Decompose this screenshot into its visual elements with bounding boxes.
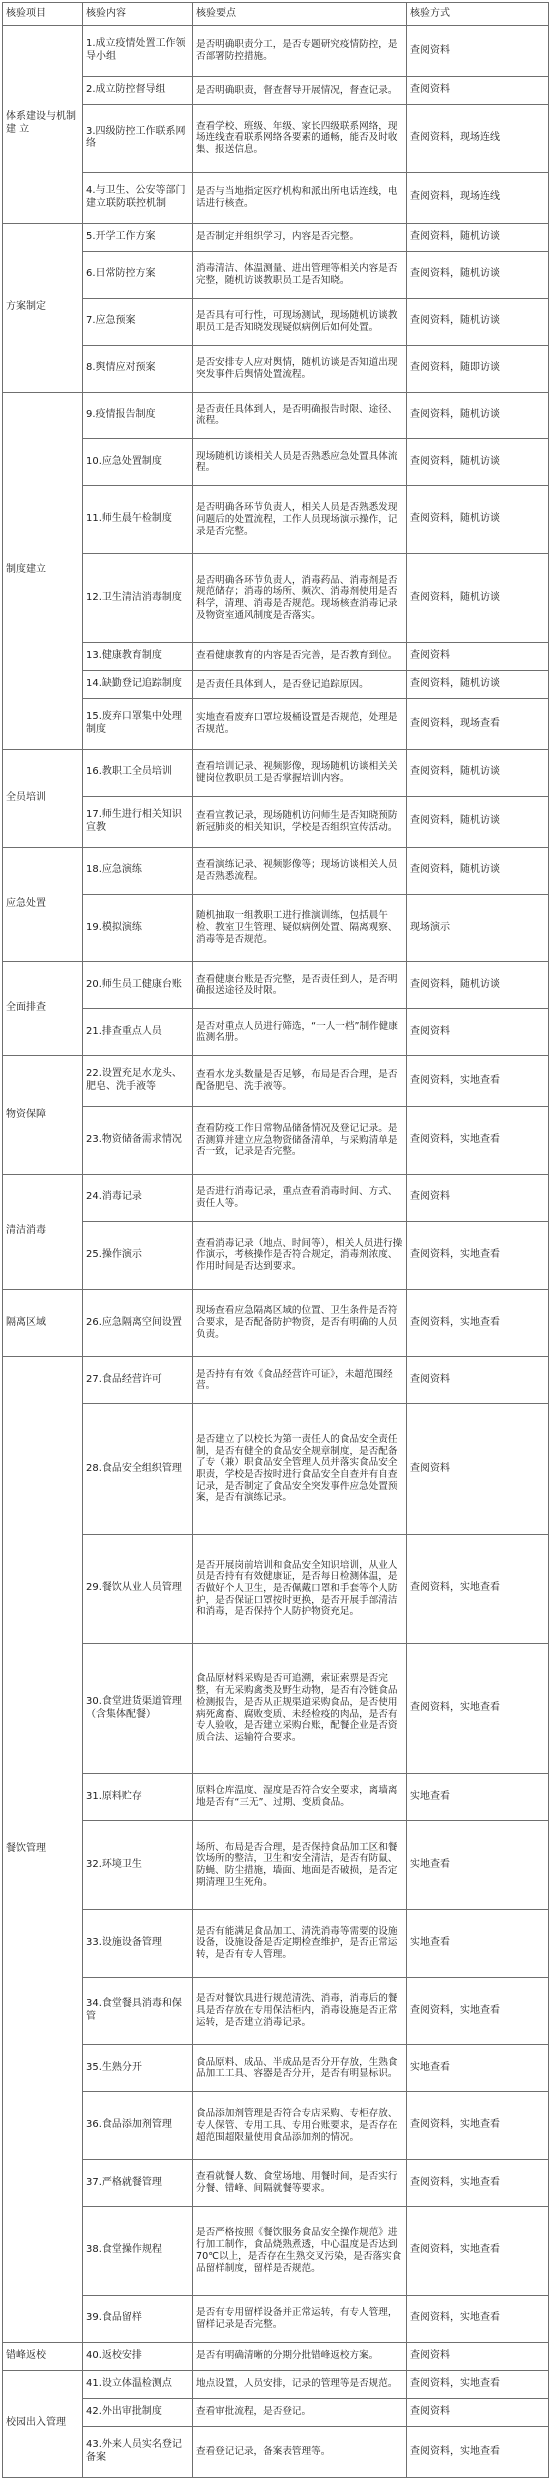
- cell-project: 全员培训: [3, 749, 83, 847]
- table-row: [3, 298, 549, 345]
- table-row: [3, 749, 549, 796]
- cell-points: 查看防疫工作日常物品储备情况及登记记录。是否测算并建立应急物资储备清单，与采购清单是否一致，记录是否完整。: [193, 1107, 407, 1175]
- table-row: [3, 1534, 549, 1643]
- table-row: [3, 26, 549, 77]
- cell-project: 物资保障: [3, 1056, 83, 1175]
- cell-points: 查看登记记录，备案表管理等。: [193, 2426, 407, 2477]
- cell-project: 制度建立: [3, 392, 83, 749]
- cell-method: 查阅资料，随机访谈: [407, 796, 549, 847]
- cell-content: 10.应急处置制度: [83, 439, 193, 486]
- cell-points: 查看培训记录、视频影像，现场随机访谈相关关键岗位教职员工是否掌握培训内容。: [193, 749, 407, 796]
- cell-method: 查阅资料，随机访谈: [407, 251, 549, 298]
- header-method: 核验方式: [407, 3, 549, 26]
- cell-content: 41.设立体温检测点: [83, 2370, 193, 2398]
- cell-project: 校园出入管理: [3, 2370, 83, 2477]
- table-row: [3, 2160, 549, 2207]
- cell-content: 25.操作演示: [83, 1221, 193, 1289]
- cell-method: 查阅资料，实地查看: [407, 1221, 549, 1289]
- cell-content: 8.舆情应对预案: [83, 345, 193, 392]
- cell-content: 1.成立疫情处置工作领导小组: [83, 26, 193, 77]
- table-row: [3, 1056, 549, 1107]
- cell-method: 查阅资料: [407, 1174, 549, 1221]
- cell-content: 18.应急演练: [83, 847, 193, 894]
- table-row: [3, 486, 549, 554]
- cell-points: 现场查看应急隔离区域的位置、卫生条件是否符合要求，是否配备防护物资，是否有明确的人员负责。: [193, 1289, 407, 1357]
- cell-content: 33.设施设备管理: [83, 1909, 193, 1977]
- cell-points: 食品添加剂管理是否符合专店采购、专柜存放、专人保管、专用工具、专用台账要求，是否存在超范围超限量使用食品添加剂的情况。: [193, 2092, 407, 2160]
- cell-method: 查阅资料，随机访谈: [407, 439, 549, 486]
- cell-points: 是否对餐饮具进行规范清洗、消毒，消毒后的餐具是否存放在专用保洁柜内，消毒设施是否正常运转，是否建立消毒记录。: [193, 1977, 407, 2045]
- cell-points: 查看宣教记录，现场随机访问师生是否知晓预防新冠肺炎的相关知识，学校是否组织宣传活动。: [193, 796, 407, 847]
- cell-content: 23.物资储备需求情况: [83, 1107, 193, 1175]
- table-row: [3, 670, 549, 698]
- cell-content: 30.食堂进货渠道管理（含集体配餐）: [83, 1643, 193, 1773]
- cell-content: 20.师生员工健康台账: [83, 962, 193, 1009]
- cell-content: 19.模拟演练: [83, 894, 193, 962]
- table-row: [3, 1977, 549, 2045]
- cell-content: 42.外出审批制度: [83, 2398, 193, 2426]
- cell-content: 3.四级防控工作联系网络: [83, 104, 193, 172]
- table-row: [3, 172, 549, 223]
- cell-method: 查阅资料，现场连线: [407, 172, 549, 223]
- cell-points: 是否制定并组织学习，内容是否完整。: [193, 223, 407, 251]
- cell-points: 查看健康教育的内容是否完善，是否教育到位。: [193, 642, 407, 670]
- cell-points: 原料仓库温度、湿度是否符合安全要求，离墙离地是否有“三无”、过期、变质食品。: [193, 1774, 407, 1821]
- cell-method: 查阅资料，实地查看: [407, 2370, 549, 2398]
- cell-project: 方案制定: [3, 223, 83, 392]
- cell-content: 32.环境卫生: [83, 1821, 193, 1910]
- table-row: [3, 2370, 549, 2398]
- cell-points: 是否建立了以校长为第一责任人的食品安全责任制，是否有健全的食品安全规章制度，是否配备了专（兼）职食品安全管理人员并落实食品安全职责，学校是否按时进行食品安全自查并有自查记录，是否制定了食品安全突发事件应急处置预案，是否有演练记录。: [193, 1404, 407, 1534]
- cell-points: 查看就餐人数、食堂场地、用餐时间，是否实行分餐、错峰、间隔就餐等要求。: [193, 2160, 407, 2207]
- cell-method: 查阅资料，随机访谈: [407, 670, 549, 698]
- cell-method: 查阅资料，实地查看: [407, 2426, 549, 2477]
- table-row: [3, 554, 549, 643]
- cell-points: 是否责任具体到人，是否明确报告时限、途径、流程。: [193, 392, 407, 439]
- cell-method: 查阅资料，随机访谈: [407, 223, 549, 251]
- table-row: [3, 2398, 549, 2426]
- cell-content: 22.设置充足水龙头、肥皂、洗手液等: [83, 1056, 193, 1107]
- header-points: 核验要点: [193, 3, 407, 26]
- cell-points: 是否进行消毒记录，重点查看消毒时间、方式、责任人等。: [193, 1174, 407, 1221]
- cell-content: 15.废弃口罩集中处理制度: [83, 698, 193, 749]
- cell-content: 11.师生晨午检制度: [83, 486, 193, 554]
- table-row: [3, 642, 549, 670]
- cell-content: 14.缺勤登记追踪制度: [83, 670, 193, 698]
- cell-project: 错峰返校: [3, 2342, 83, 2370]
- cell-content: 16.教职工全员培训: [83, 749, 193, 796]
- cell-points: 是否有专用留样设备并正常运转，有专人管理，留样记录是否完整。: [193, 2295, 407, 2342]
- cell-project: 全面排查: [3, 962, 83, 1056]
- cell-project: 体系建设与机制建 立: [3, 26, 83, 224]
- table-row: [3, 962, 549, 1009]
- cell-method: 查阅资料，随机访谈: [407, 749, 549, 796]
- table-row: [3, 2426, 549, 2477]
- cell-points: 是否明确职责，督查督导开展情况，督查记录。: [193, 76, 407, 104]
- table-row: [3, 2045, 549, 2092]
- cell-project: 应急处置: [3, 847, 83, 962]
- cell-method: 查阅资料，随即访谈: [407, 345, 549, 392]
- table-row: [3, 392, 549, 439]
- cell-content: 6.日常防控方案: [83, 251, 193, 298]
- cell-points: 查看消毒记录（地点、时间等），相关人员进行操作演示，考核操作是否符合规定，消毒剂浓度、作用时间是否达到要求。: [193, 1221, 407, 1289]
- table-row: [3, 2342, 549, 2370]
- cell-method: 实地查看: [407, 1774, 549, 1821]
- cell-points: 是否责任具体到人，是否登记追踪原因。: [193, 670, 407, 698]
- table-row: [3, 1909, 549, 1977]
- cell-content: 7.应急预案: [83, 298, 193, 345]
- cell-content: 5.开学工作方案: [83, 223, 193, 251]
- cell-points: 是否有能满足食品加工、清洗消毒等需要的设施设备，设施设备是否定期检查维护，是否正常运转，是否有专人管理。: [193, 1909, 407, 1977]
- cell-method: 查阅资料: [407, 26, 549, 77]
- cell-points: 是否明确各环节负责人，消毒药品、消毒剂是否规范储存；消毒的场所、频次、消毒剂使用是否科学，清理、消毒是否规范。现场核查消毒记录及物资室通风制度是否落实。: [193, 554, 407, 643]
- table-row: [3, 1774, 549, 1821]
- cell-content: 43.外来人员实名登记备案: [83, 2426, 193, 2477]
- cell-method: 查阅资料，实地查看: [407, 2160, 549, 2207]
- cell-method: 查阅资料，现场查看: [407, 698, 549, 749]
- cell-content: 27.食品经营许可: [83, 1357, 193, 1404]
- cell-method: 查阅资料，实地查看: [407, 2207, 549, 2296]
- cell-content: 24.消毒记录: [83, 1174, 193, 1221]
- cell-method: 实地查看: [407, 1909, 549, 1977]
- cell-points: 是否具有可行性，可现场测试，现场随机访谈教职员工是否知晓发现疑似病例后如何处置。: [193, 298, 407, 345]
- header-content: 核验内容: [83, 3, 193, 26]
- cell-content: 4.与卫生、公安等部门建立联防联控机制: [83, 172, 193, 223]
- cell-method: 现场演示: [407, 894, 549, 962]
- cell-points: 现场随机访谈相关人员是否熟悉应急处置具体流程。: [193, 439, 407, 486]
- table-header-row: [3, 3, 549, 26]
- cell-content: 26.应急隔离空间设置: [83, 1289, 193, 1357]
- cell-method: 查阅资料，实地查看: [407, 1107, 549, 1175]
- cell-content: 36.食品添加剂管理: [83, 2092, 193, 2160]
- cell-content: 35.生熟分开: [83, 2045, 193, 2092]
- cell-points: 是否持有有效《食品经营许可证》，未超范围经营。: [193, 1357, 407, 1404]
- cell-points: 是否与当地指定医疗机构和派出所电话连线，电话进行核查。: [193, 172, 407, 223]
- cell-points: 场所、布局是否合理，是否保持食品加工区和餐饮场所的整洁，卫生和安全清洁，是否有防鼠、防蝇、防尘措施，墙面、地面是否破损，是否定期清理卫生死角。: [193, 1821, 407, 1910]
- cell-method: 实地查看: [407, 2045, 549, 2092]
- cell-method: 查阅资料，实地查看: [407, 2092, 549, 2160]
- cell-points: 是否安排专人应对舆情，随机访谈是否知道出现突发事件后舆情处置流程。: [193, 345, 407, 392]
- cell-method: 查阅资料，实地查看: [407, 1643, 549, 1773]
- table-row: [3, 894, 549, 962]
- cell-content: 39.食品留样: [83, 2295, 193, 2342]
- cell-method: 查阅资料，现场连线: [407, 104, 549, 172]
- cell-method: 查阅资料，随机访谈: [407, 392, 549, 439]
- table-row: [3, 796, 549, 847]
- cell-points: 是否明确各环节负责人，相关人员是否熟悉发现问题后的处置流程，工作人员现场演示操作，记录是否完整。: [193, 486, 407, 554]
- cell-points: 消毒清洁、体温测量、进出管理等相关内容是否完整，随机访谈教职员工是否知晓。: [193, 251, 407, 298]
- cell-points: 查看水龙头数量是否足够，布局是否合理，是否配备肥皂、洗手液等。: [193, 1056, 407, 1107]
- cell-method: 查阅资料，实地查看: [407, 1977, 549, 2045]
- cell-content: 29.餐饮从业人员管理: [83, 1534, 193, 1643]
- table-row: [3, 1107, 549, 1175]
- cell-content: 38.食堂操作规程: [83, 2207, 193, 2296]
- cell-points: 查看演练记录、视频影像等；现场访谈相关人员是否熟悉流程。: [193, 847, 407, 894]
- table-row: [3, 439, 549, 486]
- table-row: [3, 2295, 549, 2342]
- table-row: [3, 76, 549, 104]
- cell-method: 查阅资料: [407, 76, 549, 104]
- table-row: [3, 1289, 549, 1357]
- cell-points: 是否严格按照《餐饮服务食品安全操作规范》进行加工制作，食品烧熟煮透，中心温度是否达到70℃以上，是否存在生熟交叉污染，是否落实食品留样制度，留样是否规范。: [193, 2207, 407, 2296]
- table-row: [3, 345, 549, 392]
- cell-content: 9.疫情报告制度: [83, 392, 193, 439]
- cell-points: 是否明确职责分工，是否专题研究疫情防控，是否部署防控措施。: [193, 26, 407, 77]
- cell-content: 13.健康教育制度: [83, 642, 193, 670]
- table-row: [3, 2207, 549, 2296]
- cell-method: 查阅资料，随机访谈: [407, 554, 549, 643]
- cell-method: 查阅资料: [407, 2342, 549, 2370]
- table-row: [3, 1009, 549, 1056]
- cell-points: 实地查看废弃口罩垃圾桶设置是否规范，处理是否规范。: [193, 698, 407, 749]
- cell-method: 查阅资料: [407, 1009, 549, 1056]
- cell-points: 是否开展岗前培训和食品安全知识培训，从业人员是否持有有效健康证，是否每日检测体温，是否做好个人卫生，是否佩戴口罩和手套等个人防护，是否保证口罩按时更换，是否开展手部清洁和消毒，是否保持个人防护物资充足。: [193, 1534, 407, 1643]
- cell-method: 查阅资料，随机访谈: [407, 486, 549, 554]
- cell-content: 28.食品安全组织管理: [83, 1404, 193, 1534]
- header-project: 核验项目: [3, 3, 83, 26]
- cell-content: 37.严格就餐管理: [83, 2160, 193, 2207]
- cell-project: 餐饮管理: [3, 1357, 83, 2342]
- cell-method: 查阅资料，实地查看: [407, 1056, 549, 1107]
- table-row: [3, 1174, 549, 1221]
- table-row: [3, 847, 549, 894]
- cell-project: 清洁消毒: [3, 1174, 83, 1289]
- cell-points: 是否对重点人员进行筛选，“一人一档”制作健康监测名册。: [193, 1009, 407, 1056]
- table-body: [3, 26, 549, 2478]
- cell-content: 12.卫生清洁消毒制度: [83, 554, 193, 643]
- cell-method: 查阅资料，随机访谈: [407, 962, 549, 1009]
- cell-content: 40.返校安排: [83, 2342, 193, 2370]
- table-row: [3, 104, 549, 172]
- cell-method: 实地查看: [407, 1821, 549, 1910]
- cell-content: 34.食堂餐具消毒和保管: [83, 1977, 193, 2045]
- table-row: [3, 1643, 549, 1773]
- table-row: [3, 1357, 549, 1404]
- cell-method: 查阅资料，随机访谈: [407, 298, 549, 345]
- cell-points: 地点设置，人员安排，记录的管理等是否规范。: [193, 2370, 407, 2398]
- cell-points: 是否有明确清晰的分期分批错峰返校方案。: [193, 2342, 407, 2370]
- cell-method: 查阅资料，实地查看: [407, 1534, 549, 1643]
- table-row: [3, 1821, 549, 1910]
- table-row: [3, 1221, 549, 1289]
- cell-content: 17.师生进行相关知识宣教: [83, 796, 193, 847]
- cell-method: 查阅资料，随机访谈: [407, 847, 549, 894]
- cell-method: 查阅资料，实地查看: [407, 1289, 549, 1357]
- cell-points: 食品原料、成品、半成品是否分开存放，生熟食品加工工具、容器是否分开，是否有明显标识。: [193, 2045, 407, 2092]
- table-row: [3, 223, 549, 251]
- cell-points: 查看学校、班级、年级、家长四级联系网络，现场连线查看联系网络各要素的通畅，能否及时收集、报送信息。: [193, 104, 407, 172]
- cell-content: 2.成立防控督导组: [83, 76, 193, 104]
- cell-content: 31.原料贮存: [83, 1774, 193, 1821]
- cell-content: 21.排查重点人员: [83, 1009, 193, 1056]
- cell-method: 查阅资料: [407, 642, 549, 670]
- cell-method: 查阅资料: [407, 1357, 549, 1404]
- cell-method: 查阅资料: [407, 1404, 549, 1534]
- cell-method: 查阅资料: [407, 2398, 549, 2426]
- table-row: [3, 698, 549, 749]
- inspection-checklist-table: [2, 2, 549, 2478]
- table-row: [3, 2092, 549, 2160]
- cell-points: 随机抽取一组教职工进行推演训练，包括晨午检、教室卫生管理、疑似病例处置、隔离观察、消毒等是否规范。: [193, 894, 407, 962]
- table-row: [3, 251, 549, 298]
- cell-points: 查看健康台账是否完整，是否责任到人，是否明确报送途径及时限。: [193, 962, 407, 1009]
- cell-points: 食品原材料采购是否可追溯，索证索票是否完整，有无采购禽类及野生动物，是否有冷链食品检测报告，是否从正规渠道采购食品，是否使用病死禽畜、腐败变质、未经检疫的肉品，是否有专人验收，是否建立采购台账，配餐企业是否资质合法、运输符合要求。: [193, 1643, 407, 1773]
- cell-points: 查看审批流程，是否登记。: [193, 2398, 407, 2426]
- cell-project: 隔离区域: [3, 1289, 83, 1357]
- table-row: [3, 1404, 549, 1534]
- cell-method: 查阅资料，实地查看: [407, 2295, 549, 2342]
